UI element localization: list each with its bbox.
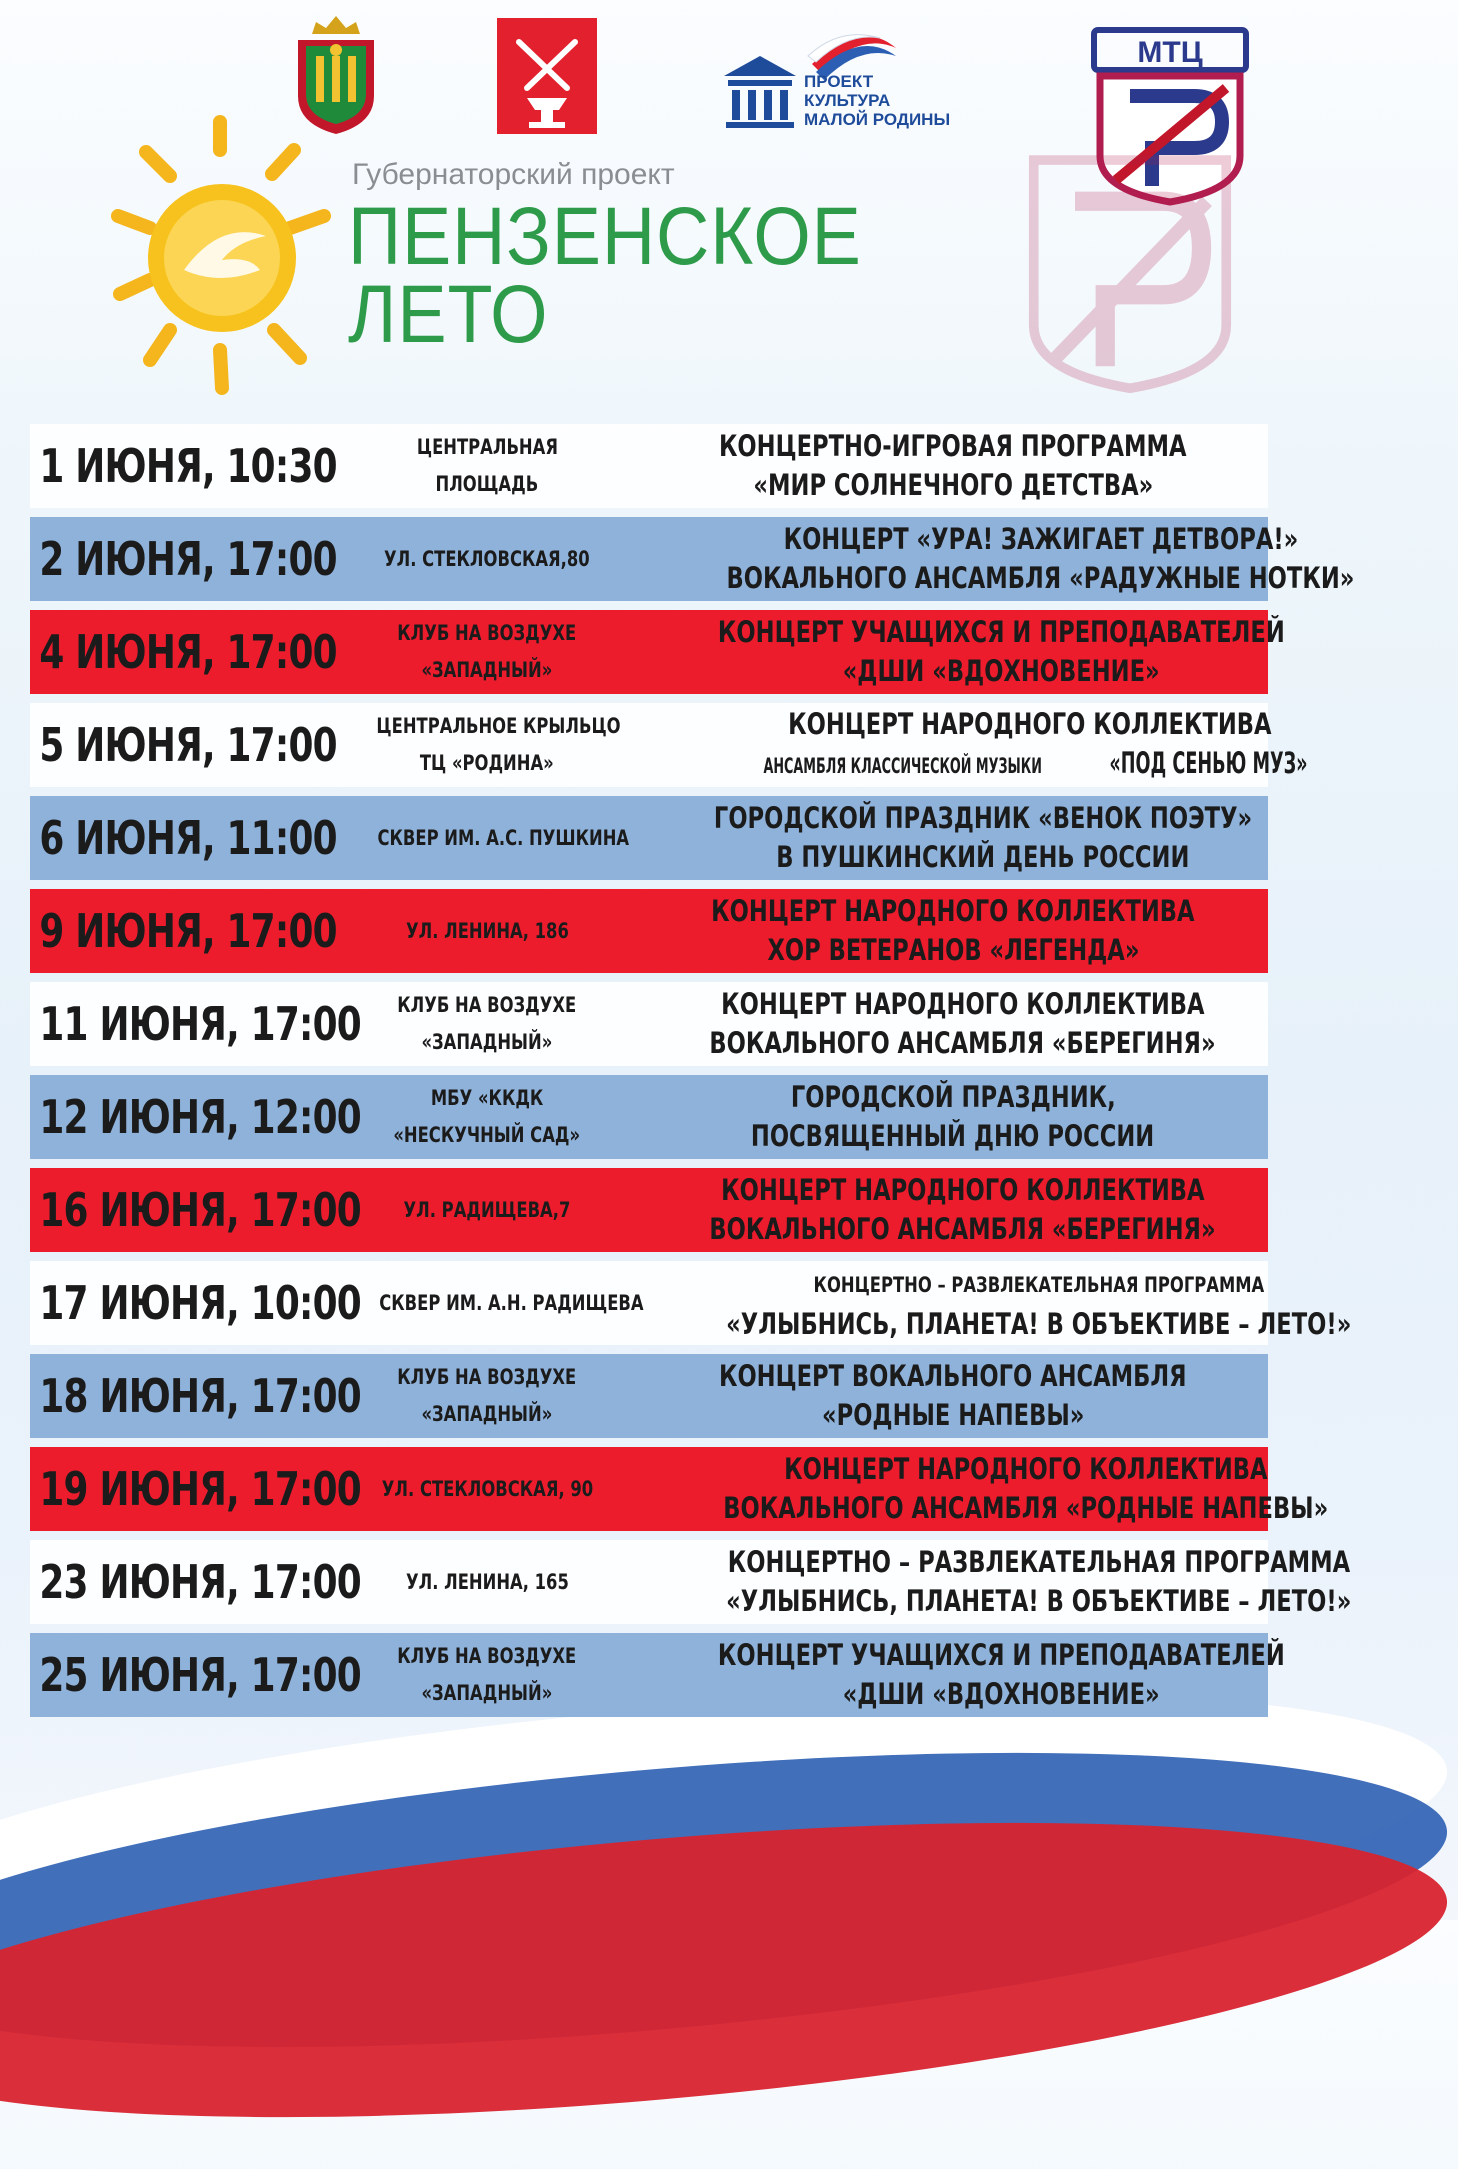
event-row <box>30 1168 1268 1252</box>
event-title: КОНЦЕРТ УЧАЩИХСЯ И ПРЕПОДАВАТЕЛЕЙ «ДШИ «ВДОХНОВЕНИЕ» <box>717 615 1285 688</box>
event-row <box>30 703 1308 787</box>
event-title: КОНЦЕРТ НАРОДНОГО КОЛЛЕКТИВА ХОР ВЕТЕРАНОВ «ЛЕГЕНДА» <box>711 894 1195 967</box>
event-title: КОНЦЕРТ НАРОДНОГО КОЛЛЕКТИВА АНСАМБЛЯ КЛАССИЧЕСКОЙ МУЗЫКИ«ПОД СЕНЬЮ МУЗ» <box>763 706 1308 780</box>
event-place: КЛУБ НА ВОЗДУХЕ «ЗАПАДНЫЙ» <box>397 1365 577 1426</box>
event-row <box>30 1447 1329 1531</box>
event-row <box>30 1261 1352 1345</box>
event-title: ГОРОДСКОЙ ПРАЗДНИК «ВЕНОК ПОЭТУ» В ПУШКИНСКИЙ ДЕНЬ РОССИИ <box>713 801 1253 874</box>
event-row <box>30 424 1268 508</box>
event-place: СКВЕР ИМ. А.С. ПУШКИНА <box>377 825 630 850</box>
event-title: КОНЦЕРТ НАРОДНОГО КОЛЛЕКТИВА ВОКАЛЬНОГО АНСАМБЛЯ «РОДНЫЕ НАПЕВЫ» <box>723 1452 1329 1525</box>
event-place: УЛ. РАДИЩЕВА,7 <box>403 1197 571 1222</box>
event-row <box>30 796 1268 880</box>
culture-project-caption <box>804 72 950 129</box>
event-date: 2 ИЮНЯ, 17:00 <box>39 532 337 586</box>
sun-icon <box>110 110 330 400</box>
event-date: 18 ИЮНЯ, 17:00 <box>39 1369 362 1423</box>
event-title: КОНЦЕРТ НАРОДНОГО КОЛЛЕКТИВА ВОКАЛЬНОГО АНСАМБЛЯ «БЕРЕГИНЯ» <box>709 1173 1216 1246</box>
event-row <box>30 517 1355 601</box>
event-date: 4 ИЮНЯ, 17:00 <box>39 625 337 679</box>
event-row <box>30 1075 1268 1159</box>
event-date: 25 ИЮНЯ, 17:00 <box>39 1648 362 1702</box>
event-row <box>30 1633 1285 1717</box>
event-date: 9 ИЮНЯ, 17:00 <box>39 904 337 958</box>
event-date: 19 ИЮНЯ, 17:00 <box>39 1462 362 1516</box>
event-place: УЛ. ЛЕНИНА, 165 <box>405 1569 569 1594</box>
event-date: 11 ИЮНЯ, 17:00 <box>39 997 362 1051</box>
event-row <box>30 982 1268 1066</box>
project-title-line-1: ПЕНЗЕНСКОЕ <box>348 191 862 282</box>
event-title: КОНЦЕРТ «УРА! ЗАЖИГАЕТ ДЕТВОРА!» ВОКАЛЬНОГО АНСАМБЛЯ «РАДУЖНЫЕ НОТКИ» <box>726 522 1355 595</box>
event-place: МБУ «ККДК «НЕСКУЧНЫЙ САД» <box>393 1086 581 1147</box>
event-place: ЦЕНТРАЛЬНАЯ ПЛОЩАДЬ <box>416 435 558 496</box>
project-line-1: ПРОЕКТ <box>804 72 874 91</box>
event-row <box>30 610 1285 694</box>
event-place: УЛ. СТЕКЛОВСКАЯ, 90 <box>381 1476 593 1501</box>
event-date: 17 ИЮНЯ, 10:00 <box>39 1276 362 1330</box>
event-title: ГОРОДСКОЙ ПРАЗДНИК, ПОСВЯЩЕННЫЙ ДНЮ РОССИИ <box>751 1080 1155 1153</box>
event-title: КОНЦЕРТ НАРОДНОГО КОЛЛЕКТИВА ВОКАЛЬНОГО АНСАМБЛЯ «БЕРЕГИНЯ» <box>709 987 1216 1060</box>
event-date: 5 ИЮНЯ, 17:00 <box>39 718 337 772</box>
project-line-2: КУЛЬТУРА <box>804 91 891 110</box>
event-row <box>30 889 1268 973</box>
event-date: 23 ИЮНЯ, 17:00 <box>39 1555 362 1609</box>
event-title: КОНЦЕРТ ВОКАЛЬНОГО АНСАМБЛЯ «РОДНЫЕ НАПЕВЫ» <box>719 1359 1187 1432</box>
project-subtitle: Губернаторский проект <box>352 158 675 191</box>
event-place: УЛ. СТЕКЛОВСКАЯ,80 <box>384 546 590 571</box>
mtc-logo-text: МТЦ <box>1137 36 1203 69</box>
event-title: КОНЦЕРТНО – РАЗВЛЕКАТЕЛЬНАЯ ПРОГРАММА «УЛЫБНИСЬ, ПЛАНЕТА! В ОБЪЕКТИВЕ – ЛЕТО!» <box>726 1545 1352 1618</box>
event-date: 1 ИЮНЯ, 10:30 <box>39 439 337 493</box>
mtc-logo-watermark-icon <box>1020 130 1240 410</box>
event-date: 12 ИЮНЯ, 12:00 <box>39 1090 362 1144</box>
event-place: КЛУБ НА ВОЗДУХЕ «ЗАПАДНЫЙ» <box>397 621 577 682</box>
event-date: 16 ИЮНЯ, 17:00 <box>39 1183 362 1237</box>
event-place: УЛ. ЛЕНИНА, 186 <box>405 918 569 943</box>
event-date: 6 ИЮНЯ, 11:00 <box>39 811 337 865</box>
event-row <box>30 1540 1352 1624</box>
project-line-3: МАЛОЙ РОДИНЫ <box>804 110 951 129</box>
event-place: КЛУБ НА ВОЗДУХЕ «ЗАПАДНЫЙ» <box>397 993 577 1054</box>
event-title: КОНЦЕРТ УЧАЩИХСЯ И ПРЕПОДАВАТЕЛЕЙ «ДШИ «ВДОХНОВЕНИЕ» <box>717 1638 1285 1711</box>
event-row <box>30 1354 1268 1438</box>
event-title: КОНЦЕРТНО – РАЗВЛЕКАТЕЛЬНАЯ ПРОГРАММА «УЛЫБНИСЬ, ПЛАНЕТА! В ОБЪЕКТИВЕ – ЛЕТО!» <box>726 1272 1352 1341</box>
event-place: КЛУБ НА ВОЗДУХЕ «ЗАПАДНЫЙ» <box>397 1644 577 1705</box>
city-coat-of-arms-icon <box>497 18 597 134</box>
event-place: ЦЕНТРАЛЬНОЕ КРЫЛЬЦО ТЦ «РОДИНА» <box>376 714 621 775</box>
project-title-line-2: ЛЕТО <box>348 269 549 360</box>
event-schedule <box>30 424 1355 1726</box>
event-place: СКВЕР ИМ. А.Н. РАДИЩЕВА <box>379 1290 644 1315</box>
event-title: КОНЦЕРТНО-ИГРОВАЯ ПРОГРАММА «МИР СОЛНЕЧНОГО ДЕТСТВА» <box>719 429 1187 502</box>
